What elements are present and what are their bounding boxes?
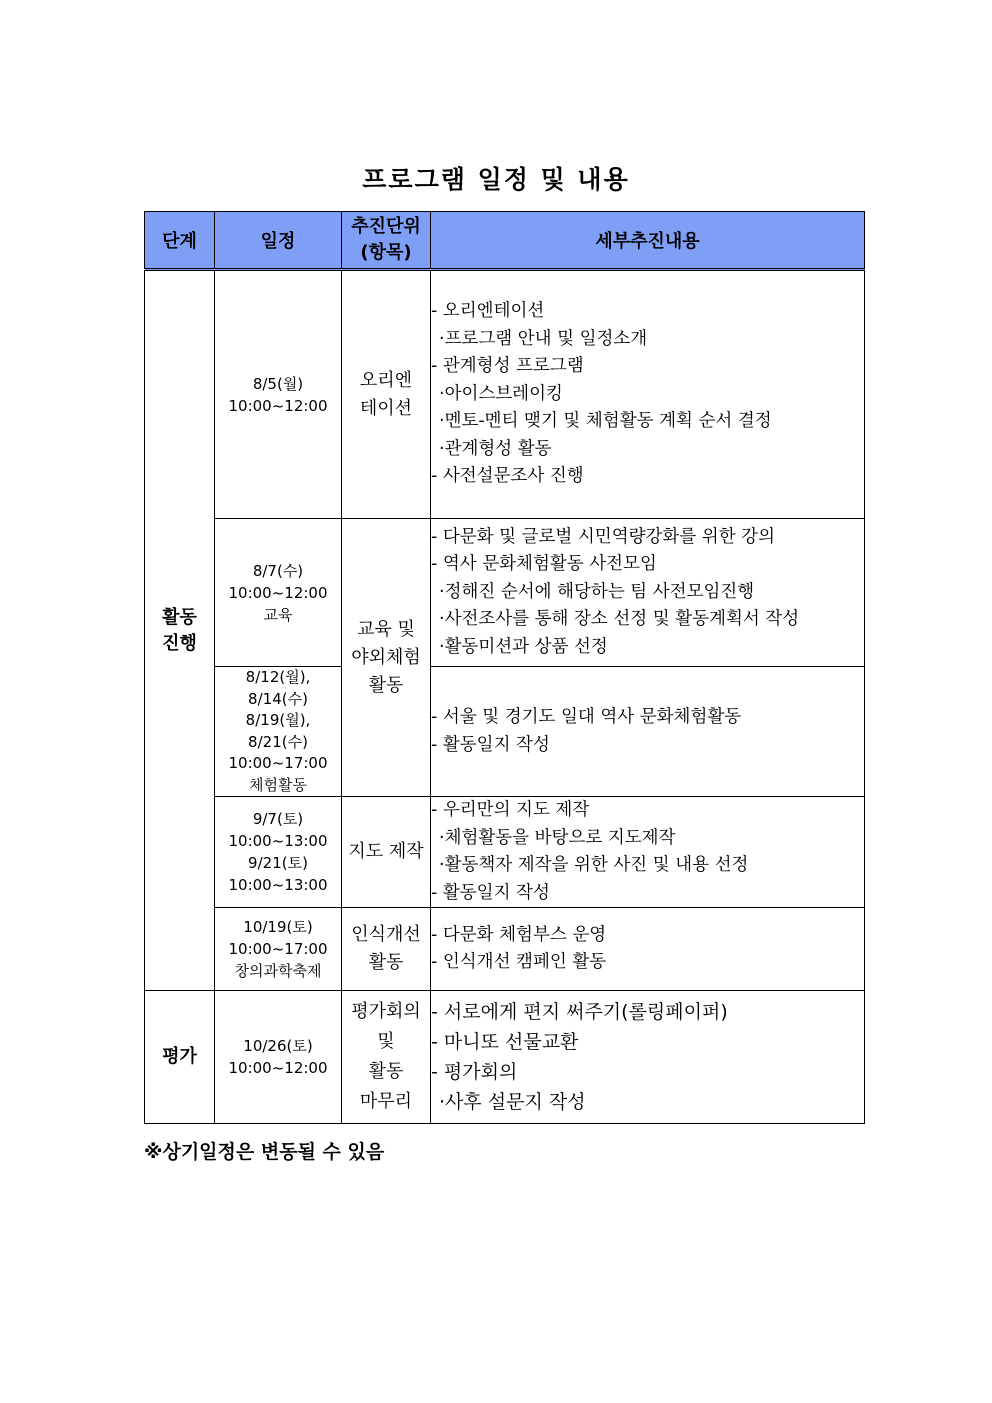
detail-item: - 역사 문화체험활동 사전모임	[431, 554, 657, 575]
header-unit-line2: (항목)	[360, 242, 412, 263]
unit-cell	[342, 797, 431, 908]
stage-line: 활동	[162, 606, 197, 628]
table-row	[145, 667, 865, 797]
detail-item: - 인식개선 캠페인 활동	[431, 952, 607, 972]
schedule-table	[144, 211, 865, 1124]
table-row	[145, 991, 865, 1124]
date-cell	[215, 667, 342, 797]
unit-line: 인식개선	[351, 924, 421, 945]
header-detail: 세부추진내용	[431, 212, 865, 270]
date-line: 10:00~12:00	[228, 583, 328, 602]
date-line: 9/7(토)	[252, 810, 304, 828]
unit-cell	[342, 519, 431, 797]
date-line: 8/14(수)	[248, 689, 308, 708]
date-cell	[215, 991, 342, 1124]
detail-item: - 오리엔테이션	[431, 301, 545, 322]
page-title: 프로그램 일정 및 내용	[362, 165, 630, 194]
header-date: 일정	[215, 212, 342, 270]
schedule-change-note: ※상기일정은 변동될 수 있음	[144, 1141, 385, 1163]
detail-cell	[431, 908, 865, 991]
detail-cell	[431, 270, 865, 519]
detail-cell	[431, 519, 865, 667]
unit-cell	[342, 270, 431, 519]
unit-cell	[342, 908, 431, 991]
header-unit	[342, 212, 431, 270]
date-line: 10:00~13:00	[228, 876, 328, 894]
unit-line: 마무리	[359, 1091, 413, 1112]
detail-item: - 활동일지 작성	[431, 734, 550, 755]
detail-subitem: ·멘토-멘티 맺기 및 체험활동 계획 순서 결정	[439, 411, 772, 432]
table-header-row	[145, 212, 865, 270]
detail-item: - 서울 및 경기도 일대 역사 문화체험활동	[431, 707, 742, 727]
stage-line: 진행	[162, 632, 197, 654]
detail-subitem: ·아이스브레이킹	[439, 383, 563, 404]
detail-cell	[431, 991, 865, 1124]
detail-subitem: ·관계형성 활동	[439, 438, 552, 459]
detail-item: - 관계형성 프로그램	[431, 356, 584, 377]
detail-item: - 마니또 선물교환	[431, 1031, 579, 1053]
stage-eval: 평가	[145, 991, 215, 1124]
detail-item: - 사전설문조사 진행	[431, 466, 584, 487]
date-line: 9/21(토)	[248, 854, 308, 872]
detail-item: - 활동일지 작성	[431, 882, 550, 903]
detail-item: - 우리만의 지도 제작	[431, 800, 590, 820]
detail-subitem: ·프로그램 안내 및 일정소개	[439, 328, 648, 349]
date-line: 10:00~12:00	[228, 1059, 328, 1077]
unit-line: 교육 및	[357, 618, 415, 640]
date-line: 10/19(토)	[243, 918, 313, 936]
date-line: 8/19(월),	[245, 711, 311, 729]
detail-item: - 다문화 및 글로벌 시민역량강화를 위한 강의	[431, 526, 775, 547]
detail-item: - 평가회의	[431, 1061, 518, 1083]
table-row	[145, 270, 865, 519]
date-line: 8/12(월),	[245, 668, 311, 686]
date-line: 10:00~13:00	[228, 832, 328, 850]
date-line: 10:00~17:00	[228, 754, 328, 772]
detail-subitem: ·사후 설문지 작성	[439, 1091, 586, 1113]
detail-cell	[431, 667, 865, 797]
header-stage: 단계	[145, 212, 215, 270]
detail-subitem: ·정해진 순서에 해당하는 팀 사전모임진행	[439, 581, 755, 602]
unit-line: 및	[377, 1031, 395, 1052]
detail-cell	[431, 797, 865, 908]
unit-line: 활동	[368, 1061, 404, 1082]
detail-item: - 서로에게 편지 써주기(롤링페이퍼)	[431, 1001, 728, 1023]
detail-subitem: ·체험활동을 바탕으로 지도제작	[439, 827, 676, 848]
header-unit-line1: 추진단위	[351, 216, 421, 237]
stage-activity	[145, 270, 215, 991]
date-line: 8/7(수)	[252, 561, 304, 580]
unit-line: 지도 제작	[348, 841, 424, 862]
unit-line: 테이션	[359, 397, 413, 419]
date-line: 10:00~17:00	[228, 940, 328, 958]
table-row	[145, 908, 865, 991]
date-cell	[215, 519, 342, 667]
date-line: 8/5(월)	[252, 374, 304, 393]
unit-line: 활동	[368, 674, 404, 696]
date-line: 체험활동	[249, 775, 307, 794]
date-cell	[215, 270, 342, 519]
unit-line: 오리엔	[359, 369, 413, 391]
detail-item: - 다문화 체험부스 운영	[431, 924, 607, 945]
date-cell	[215, 908, 342, 991]
date-line: 10/26(토)	[243, 1037, 313, 1055]
date-line: 창의과학축제	[234, 962, 322, 980]
table-row	[145, 797, 865, 908]
table-row	[145, 519, 865, 667]
date-line: 10:00~12:00	[228, 396, 328, 415]
unit-line: 활동	[368, 952, 404, 973]
detail-subitem: ·활동책자 제작을 위한 사진 및 내용 선정	[439, 855, 749, 875]
date-cell	[215, 797, 342, 908]
date-line: 교육	[263, 605, 293, 624]
unit-cell	[342, 991, 431, 1124]
unit-line: 야외체험	[351, 646, 421, 668]
date-line: 8/21(수)	[248, 732, 308, 751]
detail-subitem: ·활동미션과 상품 선정	[439, 636, 608, 657]
detail-subitem: ·사전조사를 통해 장소 선정 및 활동계획서 작성	[439, 609, 800, 630]
unit-line: 평가회의	[351, 1001, 421, 1022]
